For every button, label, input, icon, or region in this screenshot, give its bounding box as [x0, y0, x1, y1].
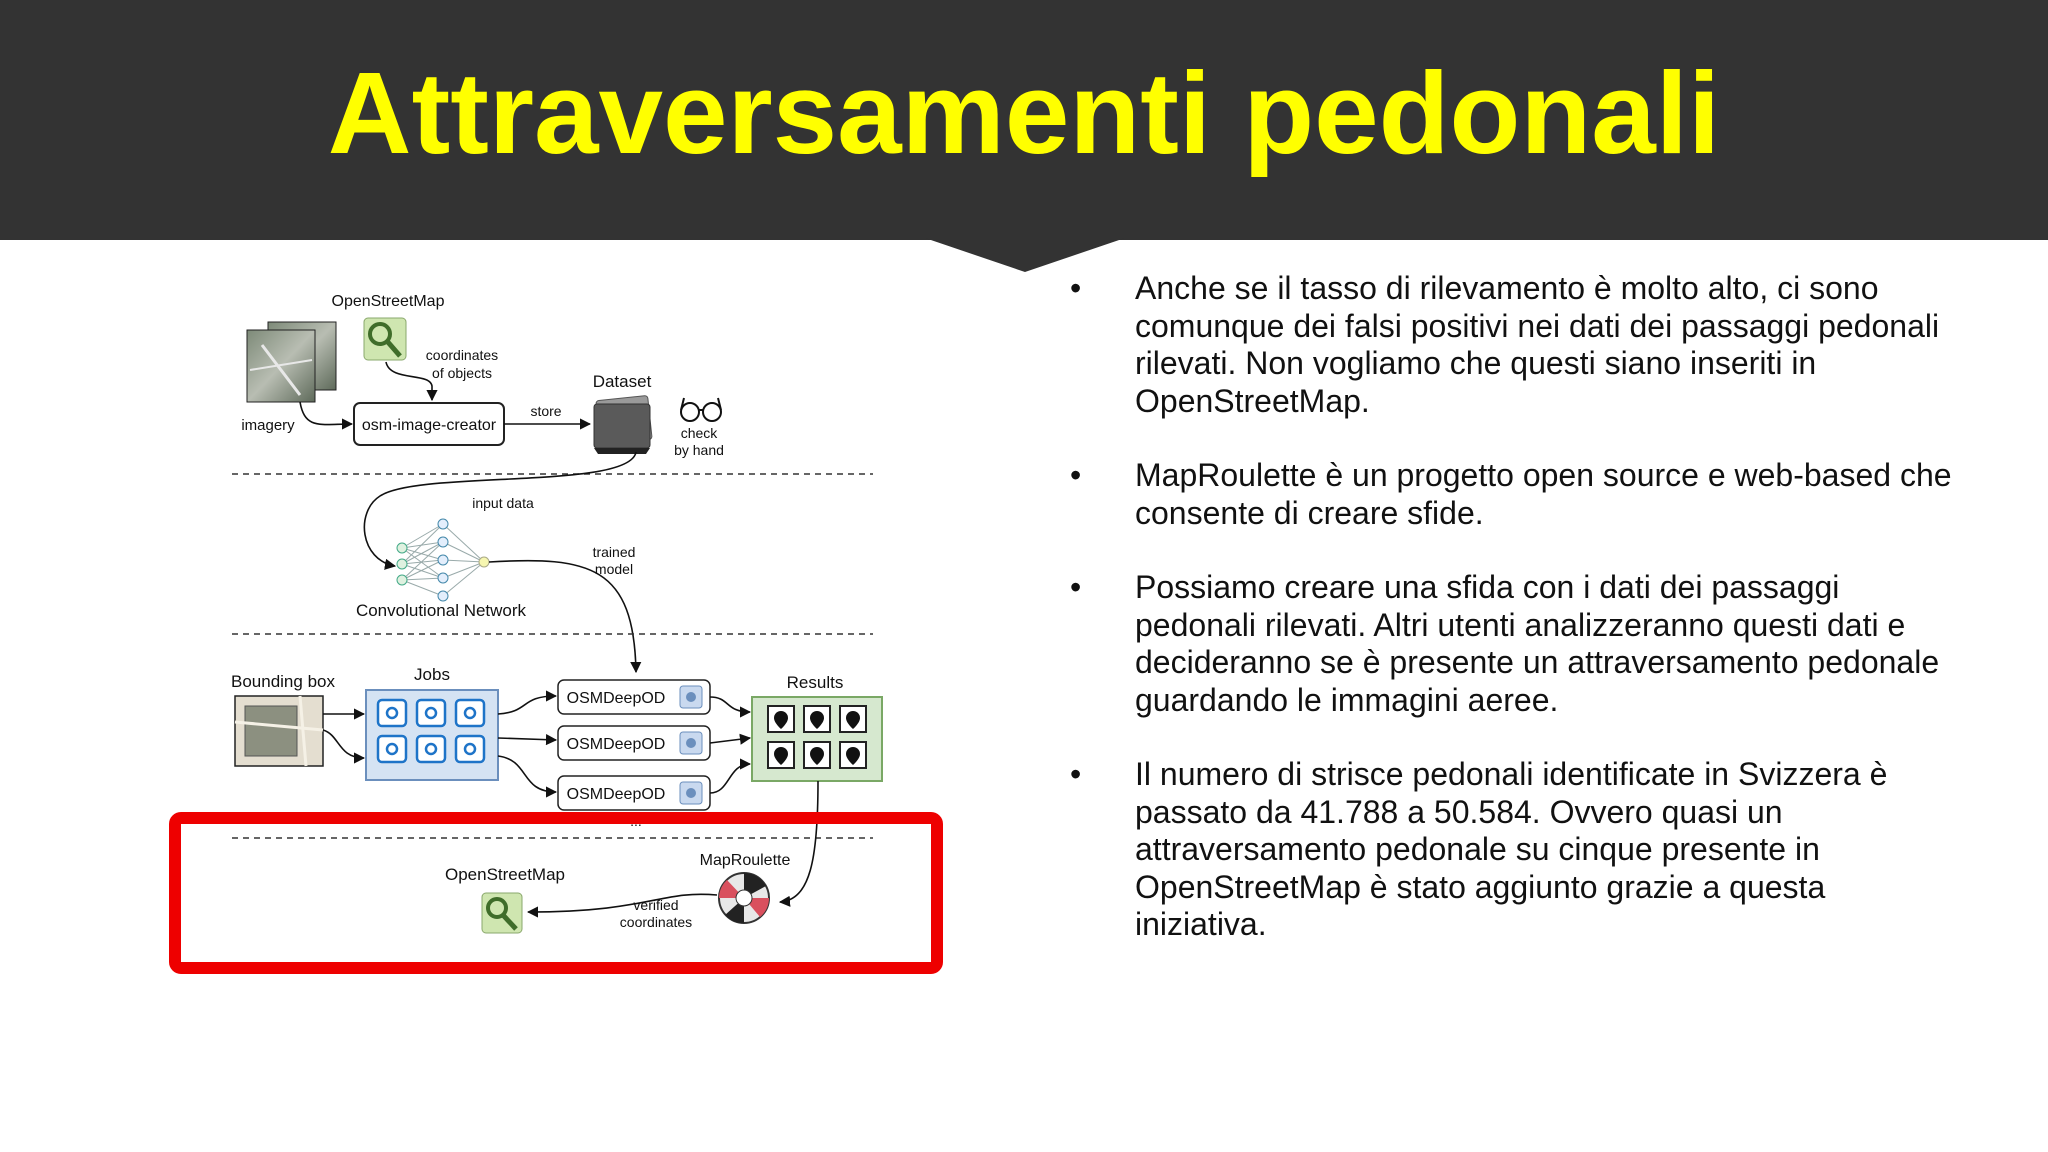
trained-label-2: model: [594, 561, 634, 577]
trained-label-1: trained: [592, 544, 636, 560]
bullet-list: [1060, 270, 1960, 981]
dataset-icon: [594, 395, 652, 454]
maproulette-wheel-icon: [719, 873, 769, 923]
jobs-label: Jobs: [414, 665, 450, 684]
cnn-label: Convolutional Network: [355, 601, 527, 620]
coordinates-label-2: of objects: [432, 365, 492, 381]
bullet-item: [1060, 756, 1960, 944]
imagery-arrow: [300, 402, 352, 425]
coordinates-label-1: coordinates: [425, 347, 499, 363]
jobs-to-worker-2: [498, 738, 556, 740]
bullet-text: Anche se il tasso di rilevamento è molto alto, ci sono comunque dei falsi positivi nei dati dei passaggi pedonali rilevati. Non vogliamo che questi siano inseriti in OpenStreetMap.: [1135, 270, 1940, 419]
verified-label-1: verified: [633, 897, 679, 913]
worker-node: [558, 776, 710, 810]
results-to-maproulette-arrow: [780, 781, 818, 902]
imagery-label: imagery: [241, 417, 295, 434]
bounding-box-label: Bounding box: [231, 672, 335, 691]
highlight-box: [175, 818, 937, 968]
osm-logo-icon: [482, 893, 522, 933]
worker-to-results-2: [710, 738, 750, 743]
osm-top-label: OpenStreetMap: [331, 293, 445, 310]
slide-title: Attraversamenti pedonali: [327, 48, 1721, 178]
verified-label-2: coordinates: [619, 914, 693, 930]
workers-ellipsis: ...: [630, 813, 642, 829]
worker-to-results-1: [710, 697, 750, 712]
osm-logo-icon: [364, 318, 406, 360]
dataset-label: Dataset: [592, 372, 652, 391]
maproulette-label: MapRoulette: [699, 852, 791, 869]
worker-label: OSMDeepOD: [566, 736, 666, 753]
bullet-marker: •: [1070, 756, 1082, 792]
worker-node: [558, 726, 710, 760]
check-label-1: check: [680, 425, 718, 441]
neural-network-icon: [397, 519, 489, 601]
bullet-text: Il numero di strisce pedonali identificate in Svizzera è passato da 41.788 a 50.584. Ovvero quasi un attraversamento pedonale su cinque presente in OpenStreetMap è stato aggiunto grazie a questa iniziativa.: [1135, 756, 1888, 942]
worker-node: [558, 680, 710, 714]
glasses-icon: [681, 398, 721, 421]
bullet-marker: •: [1070, 270, 1082, 306]
workflow-diagram: [0, 250, 1000, 1000]
osm-bottom-label: OpenStreetMap: [444, 865, 566, 884]
bullet-text: MapRoulette è un progetto open source e web-based che consente di creare sfide.: [1135, 457, 1952, 531]
bullet-item: [1060, 270, 1960, 420]
check-label-2: by hand: [674, 442, 724, 458]
worker-label: OSMDeepOD: [566, 690, 666, 707]
jobs-to-worker-3: [498, 756, 556, 792]
verified-arrow: [528, 894, 717, 912]
bullet-text: Possiamo creare una sfida con i dati dei passaggi pedonali rilevati. Altri utenti analizzeranno questi dati e decideranno se è presente un attraversamento pedonale guardando le immagini aeree.: [1135, 569, 1940, 718]
coordinates-arrow: [386, 362, 432, 400]
jobs-to-worker-1: [498, 696, 556, 714]
creator-label: osm-image-creator: [361, 417, 497, 434]
bbox-to-jobs-arrow-2: [323, 730, 364, 758]
bullet-marker: •: [1070, 569, 1082, 605]
results-label: Results: [786, 673, 844, 692]
bullet-marker: •: [1070, 457, 1082, 493]
bullet-item: [1060, 457, 1960, 532]
worker-label: OSMDeepOD: [566, 786, 666, 803]
imagery-icon: [247, 322, 336, 402]
store-label: store: [530, 403, 562, 419]
worker-to-results-3: [710, 764, 750, 793]
input-data-label: input data: [472, 495, 534, 511]
bullet-item: [1060, 569, 1960, 719]
bounding-box-map-icon: [235, 696, 323, 766]
